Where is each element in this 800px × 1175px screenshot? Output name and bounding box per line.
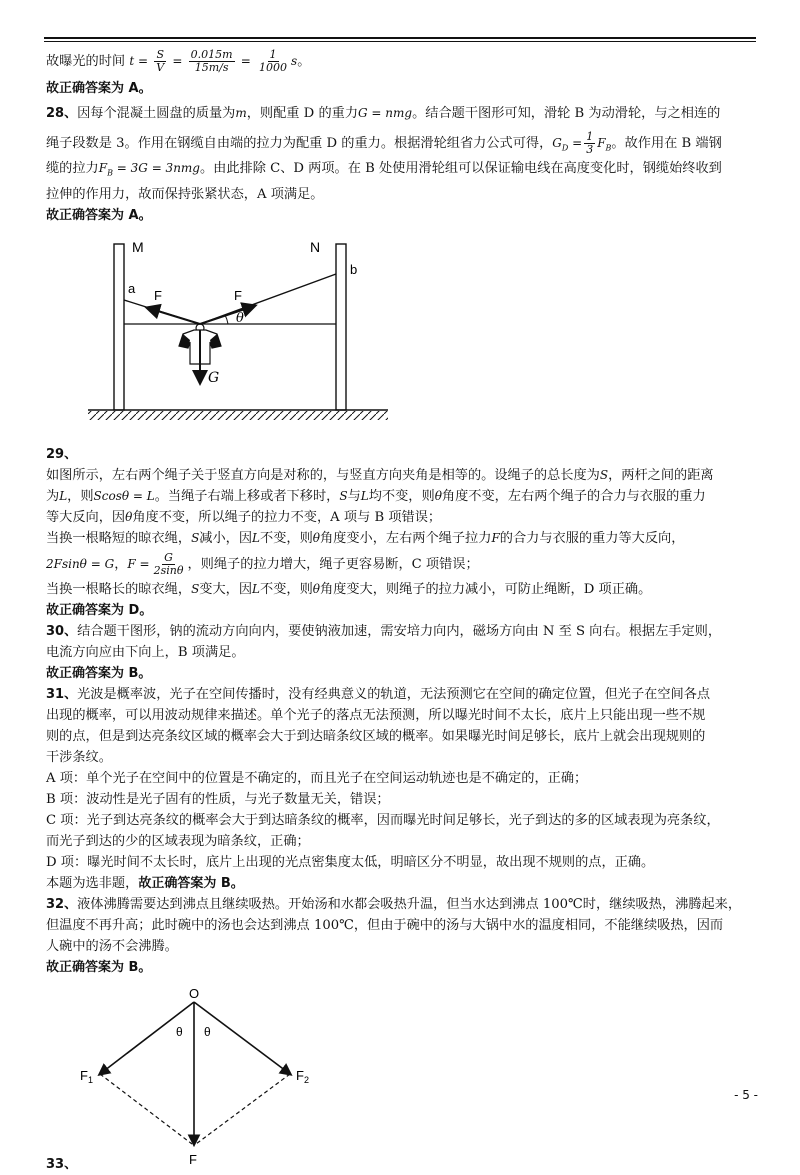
- label-o: O: [189, 985, 200, 1001]
- q30-line-1: 30、结合题干图形，钠的流动方向向内，要使钠液加速，需安培力向内，磁场方向由 N 至 S 向右。根据左手定则，: [46, 623, 722, 639]
- q31-option-c-2: 而光子到达的少的区域表现为暗条纹，正确；: [46, 833, 310, 849]
- q32-line-3: 人碗中的汤不会沸腾。: [46, 938, 178, 954]
- fraction-distance-speed: $\frac{0.015m}{15m/s}$: [190, 48, 233, 74]
- q31-option-a: A 项：单个光子在空间中的位置是不确定的，而且光子在空间运动轨迹也是不确定的，正确；: [46, 770, 588, 786]
- ground-hatch: [88, 411, 388, 420]
- q30-line-2: 电流方向应由下向上，B 项满足。: [46, 644, 245, 660]
- header-rule-thick: [44, 37, 756, 39]
- q29-line-4: 当换一根略短的晾衣绳，S减小，因L不变，则θ角度变小，左右两个绳子拉力F的合力与衣服的重力等大反向，: [46, 530, 685, 546]
- q27-answer: 故正确答案为 A。: [46, 81, 152, 96]
- label-f: F: [189, 1151, 197, 1167]
- header-rule-thin: [44, 41, 756, 42]
- q31-option-b: B 项：波动性是光子固有的性质，与光子数量无关，错误；: [46, 791, 390, 807]
- q27-exposure-time: 故曝光的时间 t = $\frac{S}{V}$ = $\frac{0.015m}{15m/s}$ = $\frac{1}{1000}$ s。: [46, 48, 311, 74]
- document-body: [46, 44, 758, 1175]
- label-m: M: [132, 238, 144, 255]
- q32-answer: 故正确答案为 B。: [46, 959, 152, 975]
- q28-answer: 故正确答案为 A。: [46, 207, 152, 223]
- label-a: a: [128, 280, 136, 296]
- label-f1: $F_1$: [80, 1067, 93, 1085]
- q29-line-5: 2Fsinθ = G，F = $\frac{G}{2\sin\theta}$ ，则绳子的拉力增大，绳子更容易断，C 项错误；: [46, 550, 479, 577]
- q28-line-1: 28、因每个混凝土圆盘的质量为m，则配重 D 的重力G = nmg。结合题干图形可知，滑轮 B 为动滑轮，与之相连的: [46, 106, 721, 121]
- label-f2: $F_2$: [296, 1067, 309, 1085]
- pole-n: [336, 244, 346, 410]
- force-decomposition-diagram: [76, 986, 336, 1172]
- label-theta: θ: [236, 310, 244, 326]
- q29-line-2: 为L，则Scosθ = L。当绳子右端上移或者下移时，S与L均不变，则θ角度不变，左右两个绳子的合力与衣服的重力: [46, 488, 706, 504]
- page-number: - 5 -: [734, 1088, 758, 1102]
- label-b: b: [350, 261, 358, 277]
- label-force-left: F: [154, 287, 162, 303]
- q28-line-2: 绳子段数是 3。作用在钢缆自由端的拉力为配重 D 的重力。根据滑轮组省力公式可得，$G_D$ = $\frac{1}{3}$ $F_B$。故作用在 B 端钢: [46, 130, 722, 156]
- clothesline-diagram: [88, 230, 418, 438]
- label-force-right: F: [234, 287, 242, 303]
- q31-conclusion: 本题为选非题，故正确答案为 B。: [46, 875, 244, 891]
- dashed-f2-to-f: [196, 1074, 290, 1144]
- q32-line-1: 32、液体沸腾需要达到沸点且继续吸热。开始汤和水都会吸热升温，但当水达到沸点 100℃时，继续吸热，沸腾起来，: [46, 896, 742, 912]
- dashed-f1-to-f: [100, 1074, 192, 1144]
- fraction-s-over-v: $\frac{S}{V}$: [156, 48, 165, 74]
- label-n: N: [310, 238, 321, 255]
- q31-line-3: 则的点，但是到达亮条纹区域的概率会大于到达暗条纹区域的概率。如果曝光时间足够长，底片上就会出现规则的: [46, 728, 706, 744]
- q29-line-6: 当换一根略长的晾衣绳，S变大，因L不变，则θ角度变大，则绳子的拉力减小，可防止绳断，D 项正确。: [46, 581, 652, 597]
- label-theta-right: θ: [204, 1024, 211, 1039]
- q31-option-d: D 项：曝光时间不太长时，底片上出现的光点密集度太低，明暗区分不明显，故出现不规则的点，正确。: [46, 854, 655, 870]
- q31-line-1: 31、光波是概率波，光子在空间传播时，没有经典意义的轨道，无法预测它在空间的确定位置，但光子在空间各点: [46, 686, 711, 702]
- q29-line-1: 如图所示，左右两个绳子关于竖直方向是对称的，与竖直方向夹角是相等的。设绳子的总长度为S，两杆之间的距离: [46, 467, 714, 483]
- q28-line-4: 拉伸的作用力，故而保持张紧状态，A 项满足。: [46, 186, 324, 202]
- fraction-result: $\frac{1}{1000}$: [259, 48, 288, 74]
- q31-option-c-1: C 项：光子到达亮条纹的概率会大于到达暗条纹的概率，因而曝光时间足够长，光子到达的多的区域表现为亮条纹，: [46, 812, 720, 828]
- label-theta-left: θ: [176, 1024, 183, 1039]
- q30-answer: 故正确答案为 B。: [46, 665, 152, 681]
- q29-line-3: 等大反向，因θ角度不变，所以绳子的拉力不变，A 项与 B 项错误；: [46, 509, 442, 525]
- pole-m: [114, 244, 124, 410]
- q28-line-3: 缆的拉力$F_B = 3G = 3nmg$。由此排除 C、D 两项。在 B 处使用滑轮组可以保证输电线在高度变化时，钢缆始终收到: [46, 161, 722, 178]
- q31-line-2: 出现的概率，可以用波动规律来描述。单个光子的落点无法预测，所以曝光时间不太长，底片上只能出现一些不规: [46, 707, 706, 723]
- q32-line-2: 但温度不再升高；此时碗中的汤也会达到沸点 100℃，但由于碗中的汤与大锅中水的温度相同，不能继续吸热，因而: [46, 917, 724, 933]
- q29-answer: 故正确答案为 D。: [46, 602, 153, 618]
- angle-theta-arc: [225, 315, 228, 324]
- label-g: G: [208, 369, 220, 386]
- q33-number: 33、: [46, 1156, 78, 1172]
- force-left-arrow: [148, 308, 200, 324]
- q29-number: 29、: [46, 446, 78, 462]
- q31-line-4: 干涉条纹。: [46, 749, 112, 765]
